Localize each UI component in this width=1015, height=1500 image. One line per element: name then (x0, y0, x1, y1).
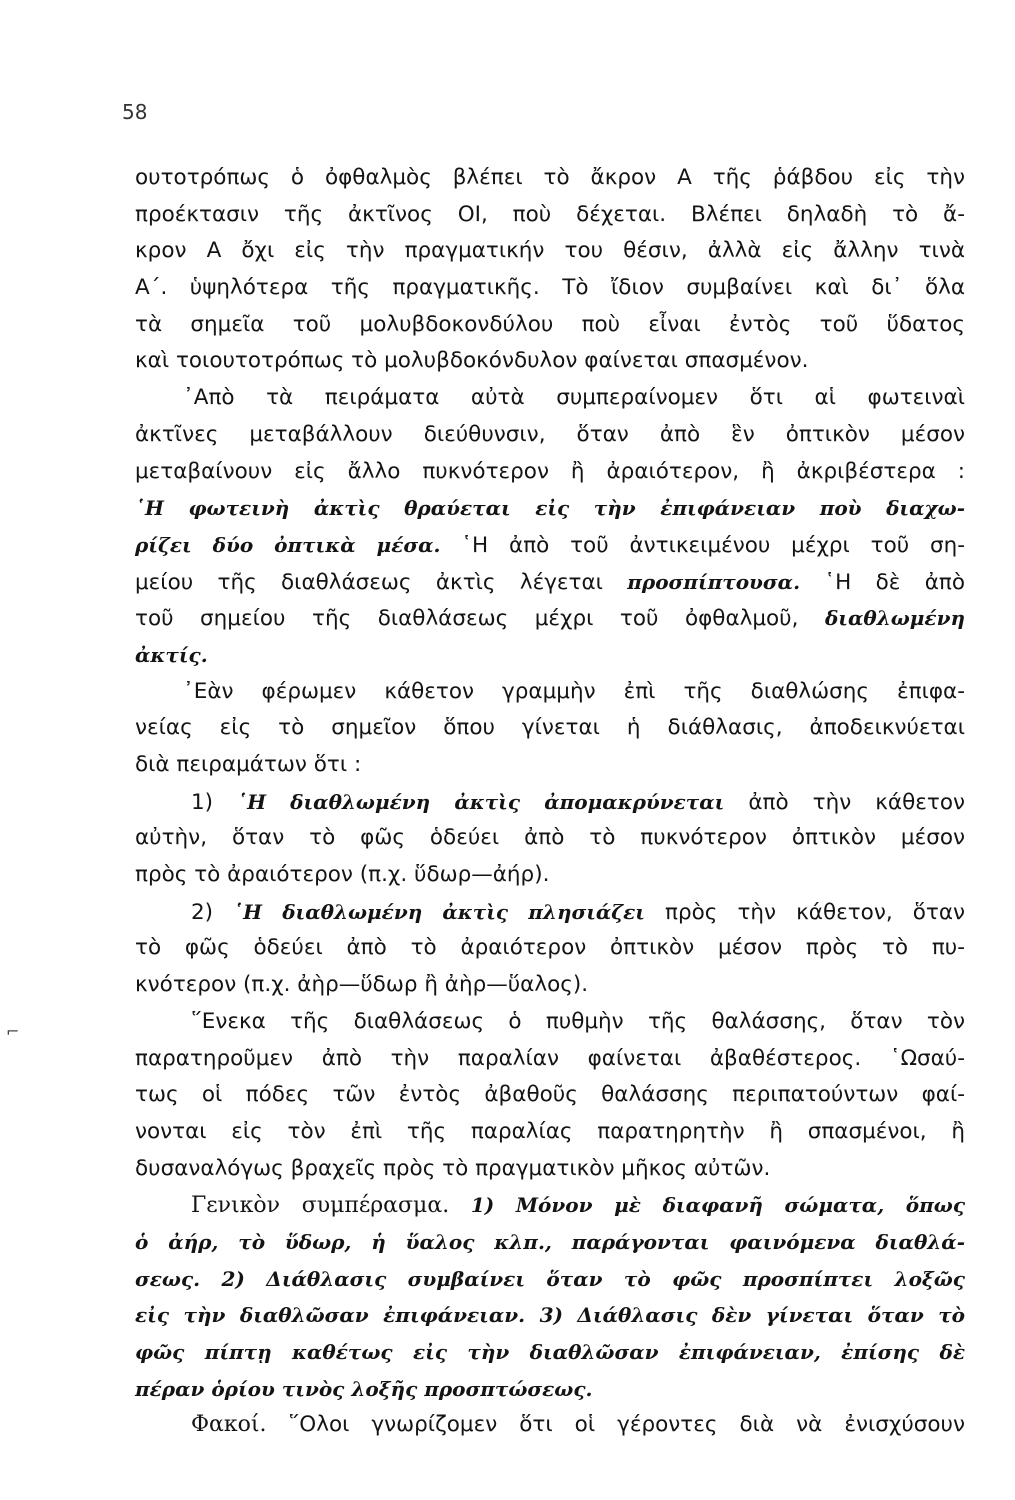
text-line (135, 1407, 965, 1444)
bold-text: διαθλωμένη (824, 606, 965, 631)
bold-text: φῶς πίπτῃ καθέτως εἰς τὴν διαθλῶσαν ἐπιφάνειαν, ἐπίσης δὲ (135, 1340, 965, 1364)
text-line (135, 380, 965, 417)
text-line (135, 1297, 965, 1334)
text-line (135, 784, 965, 821)
text-line (135, 307, 965, 344)
line-text: ᾿Εὰν φέρωμεν κάθετον γραμμὴν ἐπὶ τῆς διαθλώσης ἐπιφα- (183, 678, 965, 704)
text-line (135, 674, 965, 711)
text-line (135, 343, 965, 380)
line-text: 1) (191, 789, 238, 815)
bold-text: πέραν ὁρίου τινὸς λοξῆς προσπτώσεως. (135, 1376, 593, 1401)
bold-text: ῾Η φωτεινὴ ἀκτὶς θραύεται εἰς τὴν ἐπιφάνειαν ποὺ διαχω- (135, 496, 965, 521)
section-heading: Γενικὸν συμπέρασμα. (191, 1193, 471, 1219)
line-text: διὰ πειραμάτων ὅτι : (135, 752, 362, 777)
line-text: ουτοτρόπως ὁ ὀφθαλμὸς βλέπει τὸ ἄκρον Α τῆς ῥάβδου εἰς τὴν (135, 165, 965, 190)
text-line (135, 160, 965, 197)
bold-text: προσπίπτουσα. (627, 569, 801, 594)
line-text: κρον Α ὄχι εἰς τὴν πραγματικήν του θέσιν, ἀλλὰ εἰς ἄλλην τινὰ (135, 238, 965, 264)
line-text: καὶ τοιουτοτρόπως τὸ μολυβδοκόνδυλον φαίνεται σπασμένον. (135, 348, 809, 374)
line-text: 2) (191, 899, 234, 925)
line-text: ἀπὸ τὴν κάθετον (724, 789, 965, 815)
line-text: νείας εἰς τὸ σημεῖον ὅπου γίνεται ἡ διάθλασις, ἀποδεικνύεται (135, 715, 965, 741)
text-line (135, 710, 965, 747)
text-line (135, 1151, 965, 1188)
line-text: κνότερον (π.χ. ἀὴρ—ὕδωρ ἢ ἀὴρ—ὕαλος). (135, 972, 589, 998)
line-text: πρὸς τὴν κάθετον, ὅταν (645, 899, 965, 925)
line-text: ῞Ολοι γνωρίζομεν ὅτι οἱ γέροντες διὰ νὰ ἐνισχύσουν (266, 1412, 965, 1438)
text-line (135, 490, 965, 527)
line-text: μείου τῆς διαθλάσεως ἀκτὶς λέγεται (135, 569, 628, 595)
line-text: τὰ σημεῖα τοῦ μολυβδοκονδύλου ποὺ εἶναι ἐντὸς τοῦ ὕδατος (135, 311, 965, 337)
text-line (135, 1371, 965, 1408)
text-line (135, 894, 965, 931)
page-number: 58 (122, 100, 148, 124)
body-text (135, 160, 965, 1444)
bold-text: ὁ ἀήρ, τὸ ὕδωρ, ἡ ὕαλος κλπ., παράγονται φαινόμενα διαθλά- (135, 1229, 965, 1254)
text-line (135, 454, 965, 491)
margin-mark: ⌐ (6, 1022, 20, 1041)
line-text: τὸ φῶς ὁδεύει ἀπὸ τὸ ἀραιότερον ὀπτικὸν μέσον πρὸς τὸ πυ- (135, 935, 965, 961)
text-line (135, 197, 965, 234)
line-text: ἀκτῖνες μεταβάλλουν διεύθυνσιν, ὅταν ἀπὸ ἓν ὀπτικὸν μέσον (135, 421, 965, 447)
line-text: πρὸς τὸ ἀραιότερον (π.χ. ὕδωρ—ἀήρ). (135, 862, 550, 888)
bold-text: εἰς τὴν διαθλῶσαν ἐπιφάνειαν. 3) Διάθλασις δὲν γίνεται ὅταν τὸ (135, 1303, 965, 1328)
text-line (135, 527, 965, 564)
section-heading: Φακοί. (191, 1412, 267, 1438)
line-text: δυσαναλόγως βραχεῖς πρὸς τὸ πραγματικὸν μῆκος αὐτῶν. (135, 1155, 771, 1181)
bold-text: ἀκτίς. (135, 642, 208, 667)
text-line (135, 1004, 965, 1041)
line-text: ῾Η δὲ ἀπὸ (800, 569, 965, 595)
line-text: τως οἱ πόδες τῶν ἐντὸς ἀβαθοῦς θαλάσσης περιπατούντων φαί- (135, 1082, 965, 1108)
text-line (135, 600, 965, 637)
text-line (135, 637, 965, 674)
text-line (135, 233, 965, 270)
text-line (135, 930, 965, 967)
text-line (135, 1077, 965, 1114)
text-line (135, 1187, 965, 1224)
line-text: ῞Ενεκα τῆς διαθλάσεως ὁ πυθμὴν τῆς θαλάσσης, ὅταν τὸν (191, 1008, 965, 1034)
text-line (135, 967, 965, 1004)
line-text: Α΄. ὑψηλότερα τῆς πραγματικῆς. Τὸ ἴδιον συμβαίνει καὶ δι᾽ ὅλα (135, 275, 965, 301)
text-line (135, 417, 965, 454)
bold-text: ῾Η διαθλωμένη ἀκτὶς πλησιάζει (233, 899, 645, 924)
line-text: μεταβαίνουν εἰς ἄλλο πυκνότερον ἢ ἀραιότερον, ἢ ἀκριβέστερα : (135, 458, 965, 484)
text-line (135, 820, 965, 857)
bold-text: ρίζει δύο ὀπτικὰ μέσα. (135, 532, 441, 557)
line-text: προέκτασιν τῆς ἀκτῖνος ΟΙ, ποὺ δέχεται. Βλέπει δηλαδὴ τὸ ἄ- (135, 201, 965, 227)
text-line (135, 747, 965, 784)
bold-text: σεως. 2) Διάθλασις συμβαίνει ὅταν τὸ φῶς προσπίπτει λοξῶς (135, 1266, 965, 1291)
text-line (135, 857, 965, 894)
bold-text: 1) Μόνον μὲ διαφανῆ σώματα, ὅπως (470, 1193, 965, 1218)
text-line (135, 1114, 965, 1151)
text-line (135, 564, 965, 601)
line-text: τοῦ σημείου τῆς διαθλάσεως μέχρι τοῦ ὀφθαλμοῦ, (135, 606, 825, 632)
text-line (135, 270, 965, 307)
text-line (135, 1334, 965, 1371)
text-line (135, 1041, 965, 1078)
line-text: αὐτὴν, ὅταν τὸ φῶς ὁδεύει ἀπὸ τὸ πυκνότερον ὀπτικὸν μέσον (135, 825, 965, 851)
line-text: νονται εἰς τὸν ἐπὶ τῆς παραλίας παρατηρητὴν ἢ σπασμένοι, ἢ (135, 1118, 965, 1144)
text-line (135, 1224, 965, 1261)
line-text: ῾Η ἀπὸ τοῦ ἀντικειμένου μέχρι τοῦ ση- (440, 532, 966, 558)
bold-text: ῾Η διαθλωμένη ἀκτὶς ἀπομακρύνεται (237, 789, 725, 814)
text-line (135, 1261, 965, 1298)
line-text: παρατηροῦμεν ἀπὸ τὴν παραλίαν φαίνεται ἀβαθέστερος. ῾Ωσαύ- (135, 1045, 965, 1071)
line-text: ᾿Απὸ τὰ πειράματα αὐτὰ συμπεραίνομεν ὅτι αἱ φωτειναὶ (183, 385, 965, 411)
